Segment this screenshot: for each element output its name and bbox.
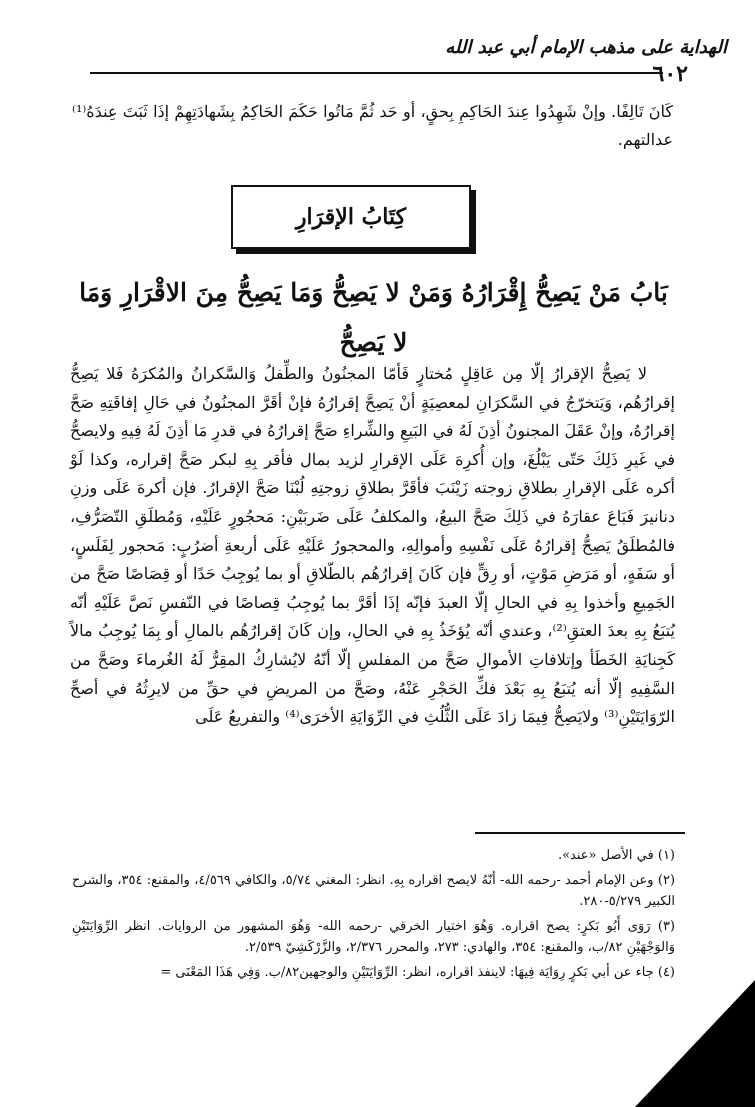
- footnotes: [72, 845, 675, 986]
- body-paragraph: لا يَصِحُّ الإقرارُ إلّا مِن عَاقِلٍ مُختارٍ فَأمّا المجنُونُ والطِّفلُ وَالسَّكرانُ والمُكرَهُ فَلا يَصِحُّ إقرارُهُم، وَيَتخرّجُ في السَّكرَانِ لمعصِيَةٍ أنْ يَصِحَّ إقرارُهُ فإنْ أقَرَّ المجنُونُ في حَالِ إفاقَتِهِ صَحَّ إقرارُهُ، وإنْ عَقَلَ المجنونُ أذِنَ لَهُ في البَيعِ والشِّراءِ صَحَّ إقرارُهُ في قدرِ مَا أذِنَ لَهُ فِيهِ ولايصحُّ في غَيرِ ذَلِكَ حَتّى يَبْلُغَ، وإن أُكرِهَ عَلَى الإقرارِ لزيد بمال فأقر بِهِ لبكر صَحَّ إقراره، وكذا لَوْ أكره عَلَى الإقرارِ بطلاقِ زوجته زَيْنَبَ فأقَرَّ بطلاقِ زوجتِهِ لُبْنَا صَحَّ الإقرارُ. فإن أكرهَ عَلَى وزنِ دنانيرَ فَبَاعَ عقارَهُ في ذَلِكَ صَحَّ البيعُ، والمكلفُ عَلَى ضَربَيْنِ: مَحجُورٍ عَلَيْهِ، وَمُطلَقِ التّصَرُّفِ، فالمُطلَقُ يَصِحُّ إقرارُهُ عَلَى نَفْسِهِ وأموالِهِ، والمحجورُ عَلَيْهِ عَلَى أربعةِ أضرُبٍ: مَحجور لِفَلَسٍ، أو سَفَهٍ، أو مَرَضِ مَوْتٍ، أو رِقٍّ فإن كَانَ إقرارُهُم بالطّلاقِ أو بما يُوجِبُ حَدًا أو قِصَاصًا صَحَّ من الجَمِيعِ وأخذوا بِهِ في الحالِ إلّا العبدَ فإنّه إذَا أقَرَّ بما يُوجِبُ قِصاصًا في النّفسِ نَصَّ عَلَيْهِ أنّه يُتبَعُ بِهِ بعدَ العتقِ⁽²⁾، وعندي أنّه يُؤخَذُ بِهِ في الحالِ، وإن كَانَ إقرارُهُم بالمالِ أو بِمَا يُوجِبُ مالاً كَجِنايَةِ الخَطَأ وإتلافاتِ الأموالِ صَحَّ من المفلسِ إلّا أنّهُ لايُشارِكُ المقِرُّ لَهُ الغُرماءَ وصَحَّ من السَّفِيهِ إلّا أنه يُتبَعُ بِهِ بَعْدَ فكِّ الحَجْرِ عَنْهُ، وصَحَّ من المريضِ في حقِّ من لايرِثُهُ في أصحِّ الرّوَايَتَيْنِ⁽³⁾ ولايَصِحُّ فِيمَا زادَ عَلَى الثُّلُثِ في الرِّوَايَةِ الأخرَى⁽⁴⁾ والتفريعُ عَلَى: [70, 364, 676, 727]
- footnote-2: (٢) وعن الإمام أحمد -رحمه الله- أنّهُ لايصح اقراره بِهِ. انظر: المغني ٥/٧٤، والكافي ٤/٥٦٩، والمقنع: ٣٥٤، والشرح الكبير ٥/٢٧٩-٢٨٠.: [72, 872, 676, 909]
- header-rule: [90, 72, 663, 74]
- footnote-3: (٣) رَوَى أَبُو بَكرٍ: يصح اقراره. وَهُوَ اختيار الخرقي -رحمه الله- وَهُوَ المشهور من الروايات. انظر الرِّوَايَتَيْنِ وَالوَجْهَيْنِ ٨٢/ب، والمقنع: ٣٥٤، والهادي: ٢٧٣، والمحرر ٢/٣٧٦، والزَّرْكَشِيّ ٢/٥٣٩.: [72, 918, 675, 955]
- book-title-box: [231, 185, 471, 249]
- footnote-1: (١) في الأصل «عند».: [557, 848, 675, 863]
- scan-corner-shadow: [635, 980, 755, 1107]
- footnote-separator: [475, 832, 685, 834]
- book-title: كِتَابُ الإقرَارِ: [295, 204, 407, 230]
- intro-paragraph: [72, 98, 673, 154]
- page-number: ٦٠٢: [652, 61, 688, 87]
- intro-text: كَانَ تَالِفًا. وإنْ شَهِدُوا عِندَ الحَاكِمِ بِحقٍ، أو حَد ثُمَّ مَاتُوا حَكَمَ الحَاكِمُ بِشَهادَتِهِمْ إذَا ثَبَتَ عِندَهُ⁽¹⁾ عدالتهم.: [72, 102, 673, 149]
- running-title: الهداية على مذهب الإمام أبي عبد الله: [445, 37, 727, 58]
- main-text: [70, 360, 675, 732]
- footnote-4: (٤) جاء عن أبي بَكرٍ رِوَايَة فِيهَا: لاينفذ اقراره، انظر: الرِّوَايَتَيْنِ والوجهين٨٢/ب. وَفِي هَذَا المَعْنَى =: [160, 964, 675, 980]
- chapter-title: بَابُ مَنْ يَصِحُّ إِقْرَارُهُ وَمَنْ لا يَصِحُّ وَمَا يَصِحُّ مِنَ الاقْرَارِ وَمَا لا يَصِحُّ: [79, 278, 668, 357]
